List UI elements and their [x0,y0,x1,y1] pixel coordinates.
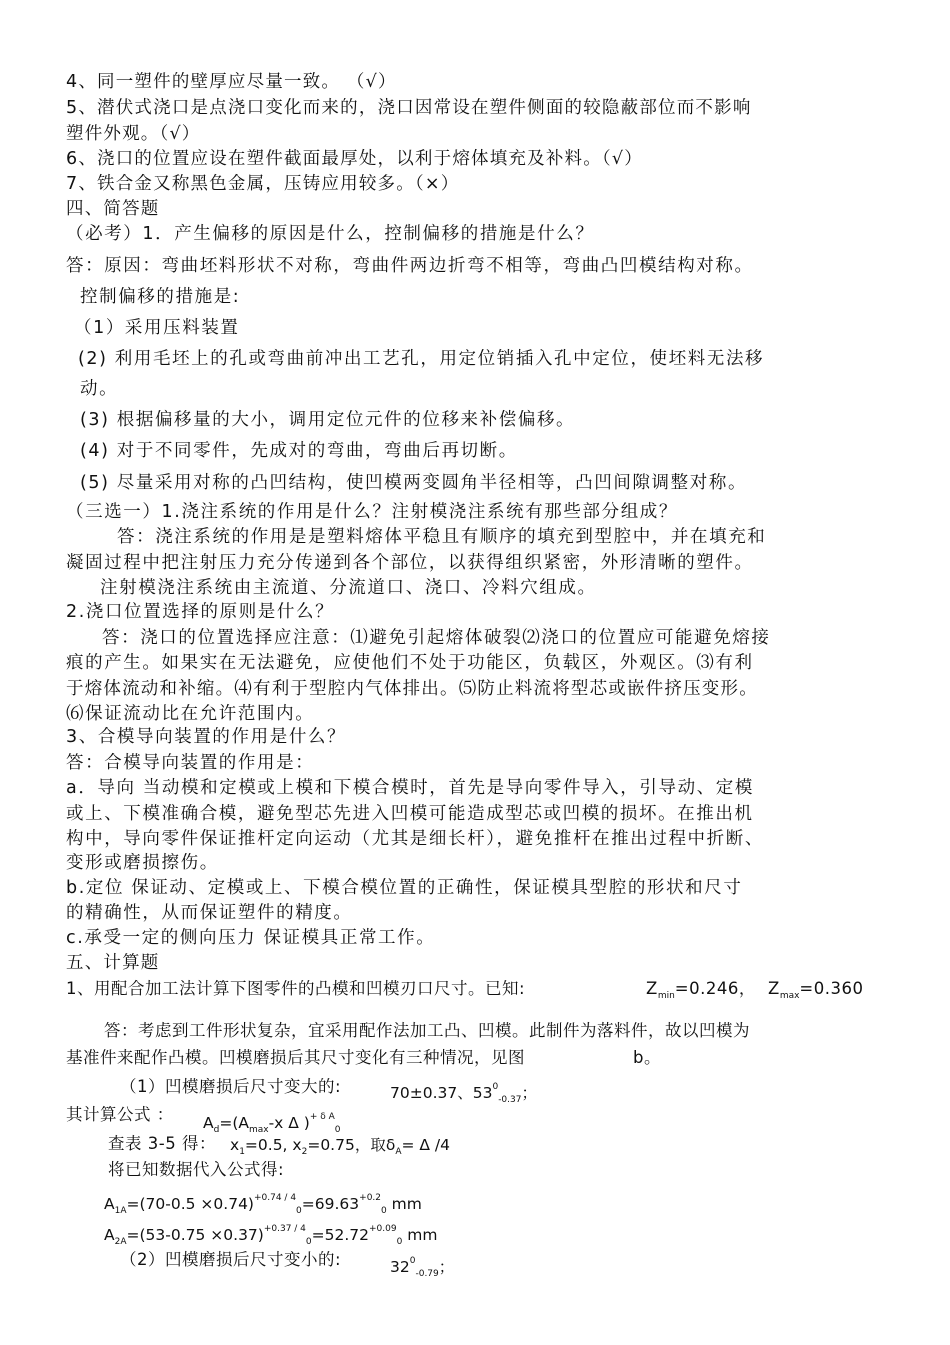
text-line: 7、铁合金又称黑色金属，压铸应用较多。（×） [66,174,460,194]
text-line: 痕的产生。如果实在无法避免，应使他们不处于功能区，负载区，外观区。⑶有利 [66,653,754,673]
text-line: 答：原因：弯曲坯料形状不对称，弯曲件两边折弯不相等，弯曲凸凹模结构对称。 [66,256,754,276]
text-line: 于熔体流动和补缩。⑷有利于型腔内气体排出。⑸防止料流将型芯或嵌件挤压变形。 [66,679,758,699]
list-item: (4) 对于不同零件，先成对的弯曲，弯曲后再切断。 [80,441,518,461]
text-line: 答：合模导向装置的作用是： [66,753,315,773]
text-line: 6、浇口的位置应设在塑件截面最厚处，以利于熔体填充及补料。（√） [66,149,643,169]
question-title: 2.浇口位置选择的原则是什么？ [66,602,335,622]
table-values: $x_1=0.5$, $x_2=0.75$，取$\delta_A= \Delta$ /4 [230,1136,451,1157]
text-line: 4、同一塑件的壁厚应尽量一致。 （√） [66,72,397,92]
question-title: 3、合模导向装置的作用是什么？ [66,727,347,747]
text-line: 或上、下模准确合模，避免型芯先进入凹模可能造成型芯或凹模的损坏。在推出机 [66,804,754,824]
formula-a1: $A_{1A}=(70-0.5 \times 0.74)^{+0.74 / 4}_0=69.63^{+0.2}_0$ mm [104,1193,422,1216]
text-line: 凝固过程中把注射压力充分传递到各个部位，以获得组织紧密，外形清晰的塑件。 [66,553,754,573]
text-line: 动。 [80,379,119,399]
text-line: b.定位 保证动、定模或上、下模合模位置的正确性，保证模具型腔的形状和尺寸 [66,878,743,898]
text-line: 构中，导向零件保证推杆定向运动（尤其是细长杆），避免推杆在推出过程中折断、 [66,829,764,849]
zmax-value: $Z_{max}=0.360$ [768,979,864,1001]
zmin-value: $Z_{min}=0.246$， [646,979,756,1001]
tolerance-53: 70±0.37、$53^0_{-0.37}$； [390,1082,537,1105]
text-line: 塑件外观。（√） [66,124,201,144]
text-line: c.承受一定的侧向压力 保证模具正常工作。 [66,928,436,948]
text-line: 基准件来配作凸模。凹模磨损后其尺寸变化有三种情况，见图 [66,1048,525,1067]
text-line: 答：考虑到工件形状复杂，宜采用配作法加工凸、凹模。此制件为落料件，故以凹模为 [104,1021,750,1040]
text-line: 控制偏移的措施是: [80,287,241,307]
tolerance-32: $32^0_{-0.79}$； [390,1256,455,1279]
question-title: （三选一）1.浇注系统的作用是什么？注射模浇注系统有那些部分组成？ [66,502,678,522]
text-line: 将已知数据代入公式得: [108,1160,285,1179]
list-item: (3) 根据偏移量的大小，调用定位元件的位移来补偿偏移。 [80,410,576,430]
text-line: b。 [633,1048,661,1067]
text-line: （2）凹模磨损后尺寸变小的: [120,1250,342,1269]
text-line: 注射模浇注系统由主流道、分流道口、浇口、冷料穴组成。 [100,578,597,598]
formula-general: $A_d=(A_{max}-x$ Δ )$^{+ \delta A}_0$ [203,1112,341,1135]
text-line: 的精确性，从而保证塑件的精度。 [66,903,353,923]
text-line: 查表 3-5 得： [108,1134,216,1153]
section-heading: 五、计算题 [66,953,160,973]
text-line: （1）凹模磨损后尺寸变大的: [120,1077,342,1096]
text-line: 答：浇口的位置选择应注意：⑴避免引起熔体破裂⑵浇口的位置应可能避免熔接 [102,628,771,648]
list-item: (5) 尽量采用对称的凸凹结构，使凹模两变圆角半径相等，凸凹间隙调整对称。 [80,473,748,493]
text-line: 其计算公式 ： [66,1105,174,1124]
question-title: （必考）1．产生偏移的原因是什么，控制偏移的措施是什么？ [66,224,595,244]
text-line: 答：浇注系统的作用是是塑料熔体平稳且有顺序的填充到型腔中，并在填充和 [117,527,767,547]
text-line: 5、潜伏式浇口是点浇口变化而来的，浇口因常设在塑件侧面的较隐蔽部位而不影响 [66,98,752,118]
formula-a2: $A_{2A}=(53-0.75 \times 0.37)^{+0.37 / 4}_0=52.72^{+0.09}_0$ mm [104,1224,438,1247]
text-line: a．导向 当动模和定模或上模和下模合模时，首先是导向零件导入，引导动、定模 [66,778,754,798]
question-title: 1、用配合加工法计算下图零件的凸模和凹模刃口尺寸。已知: [66,979,526,998]
section-heading: 四、简答题 [66,199,160,219]
list-item: (2) 利用毛坯上的孔或弯曲前冲出工艺孔，用定位销插入孔中定位，使坯料无法移 [78,349,765,369]
text-line: 变形或磨损擦伤。 [66,853,219,873]
list-item: （1）采用压料装置 [74,318,240,338]
text-line: ⑹保证流动比在允许范围内。 [66,704,315,724]
